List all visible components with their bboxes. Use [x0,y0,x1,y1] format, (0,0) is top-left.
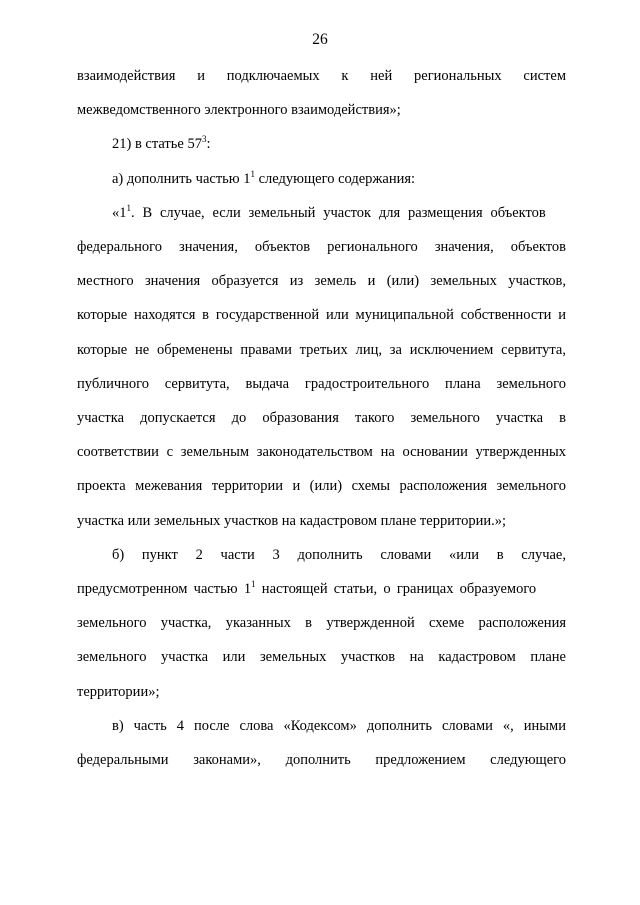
text-line: участка допускается до образования такого земельного участка в [77,410,566,426]
text-line: земельного участка, указанных в утвержденной схеме расположения [77,615,566,631]
superscript: 1 [251,579,256,589]
superscript: 1 [250,169,255,179]
text-fragment: . В случае, если земельный участок для размещения объектов [131,205,546,221]
superscript: 3 [201,134,207,144]
text-fragment: «1 [112,205,127,221]
superscript: 1 [126,203,131,213]
text-fragment: следующего содержания: [255,171,416,187]
text-fragment: 21) в статье 57 [112,136,202,152]
text-line: б) пункт 2 части 3 дополнить словами «или в случае, [112,547,566,563]
text-line: территории»; [77,684,160,700]
text-line [112,205,566,221]
text-line: федеральными законами», дополнить предложением следующего [77,752,566,768]
text-line: земельного участка или земельных участков на кадастровом плане [77,649,566,665]
text-fragment: настоящей статьи, о границах образуемого [255,581,537,597]
text-line [112,136,601,152]
text-line [112,171,601,187]
text-fragment: а) дополнить частью 1 [112,171,251,187]
text-fragment: предусмотренном частью 1 [77,581,252,597]
text-line: соответствии с земельным законодательством на основании утвержденных [77,444,566,460]
text-line: федерального значения, объектов регионального значения, объектов [77,239,566,255]
text-fragment: : [206,136,211,152]
text-line [77,581,566,597]
text-line: публичного сервитута, выдача градостроительного плана земельного [77,376,566,392]
page-number: 26 [312,31,328,48]
text-line: местного значения образуется из земель и (или) земельных участков, [77,273,566,289]
text-line: межведомственного электронного взаимодействия»; [77,102,401,118]
text-line: в) часть 4 после слова «Кодексом» дополнить словами «, иными [112,718,566,734]
text-line: которые находятся в государственной или муниципальной собственности и [77,307,566,323]
text-line: взаимодействия и подключаемых к ней региональных систем [77,68,566,84]
text-line: которые не обременены правами третьих лиц, за исключением сервитута, [77,342,566,358]
text-line: участка или земельных участков на кадастровом плане территории.»; [77,513,507,529]
text-line: проекта межевания территории и (или) схемы расположения земельного [77,478,566,494]
